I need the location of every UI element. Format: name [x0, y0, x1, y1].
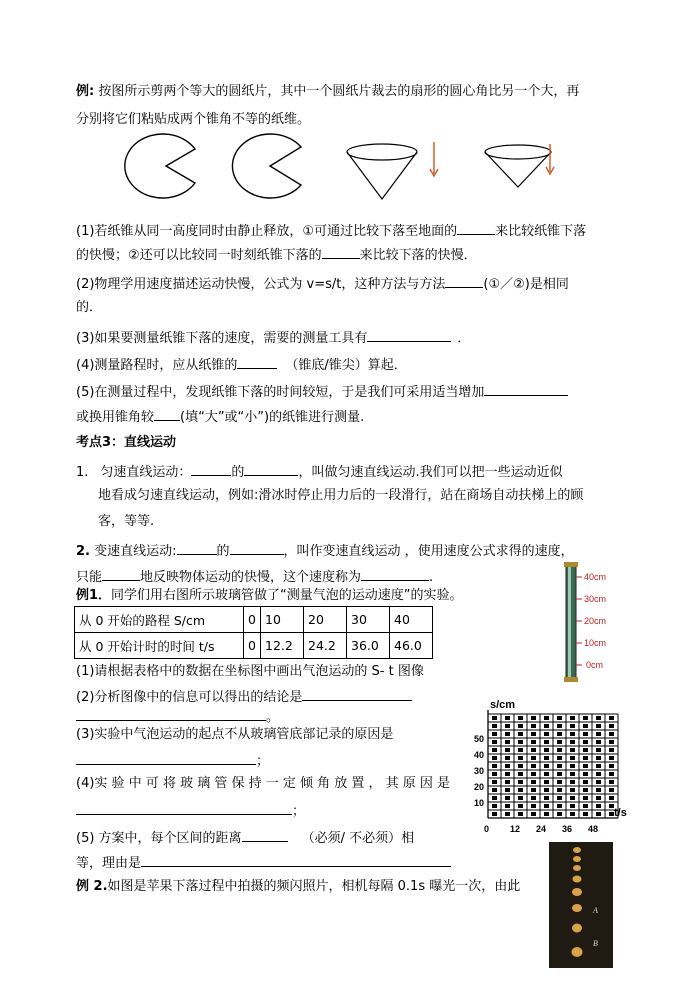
y-tick-20: 20 — [474, 782, 485, 792]
grid-dot — [531, 724, 536, 728]
grid-dot — [557, 716, 562, 720]
grid-dot — [518, 756, 523, 760]
grid-dot — [596, 740, 601, 744]
grid-dot — [583, 740, 588, 744]
tube-mark-0: 0cm — [586, 660, 604, 670]
example-line-2: 分别将它们粘贴成两个锥角不等的纸维。 — [76, 112, 311, 127]
grid-dot — [518, 724, 523, 728]
grid-dot — [570, 716, 575, 720]
paper-cone-figure — [100, 132, 570, 214]
grid-dot — [609, 740, 614, 744]
grid-dot — [609, 796, 614, 800]
grid-dot — [531, 716, 536, 720]
grid-dot — [557, 804, 562, 808]
ex1-p5-cont: 等，理由是 — [76, 853, 451, 872]
grid-dot — [596, 788, 601, 792]
y-tick-40: 40 — [474, 750, 485, 760]
q2-line-2: 的． — [76, 300, 103, 315]
grid-dot — [596, 796, 601, 800]
example-line-1: 例: 按图所示剪两个等大的圆纸片，其中一个圆纸片裁去的扇形的圆心角比另一个大，再 — [76, 84, 580, 99]
ex1-p3: (3)实验中气泡运动的起点不从玻璃管底部记录的原因是 — [76, 727, 394, 742]
apple-strobe-photo — [549, 842, 613, 968]
grid-dot — [596, 716, 601, 720]
ex1-p4-blank[interactable] — [76, 801, 292, 815]
x-tick-24: 24 — [536, 824, 547, 834]
grid-dot — [531, 772, 536, 776]
ex1-p2-cont: 。 — [76, 707, 279, 726]
grid-dot — [570, 748, 575, 752]
bubble-data-table — [74, 606, 433, 659]
grid-dot — [596, 772, 601, 776]
grid-dot — [492, 804, 497, 808]
grid-dot — [505, 724, 510, 728]
grid-dot — [596, 780, 601, 784]
ex2-line: 例 2.如图是苹果下落过程中拍摄的频闪照片，相机每隔 0.1s 曝光一次，由此 — [76, 879, 521, 894]
grid-dot — [596, 764, 601, 768]
grid-dot — [544, 788, 549, 792]
grid-dot — [531, 788, 536, 792]
grid-dot — [596, 804, 601, 808]
grid-dot — [518, 764, 523, 768]
grid-dot — [596, 756, 601, 760]
cut-circle-small-sector — [125, 134, 195, 198]
item1-line-3: 客，等等. — [98, 514, 155, 529]
grid-dot — [557, 780, 562, 784]
grid-dot — [570, 756, 575, 760]
item2-blank-2[interactable] — [230, 541, 284, 555]
grid-dot — [544, 764, 549, 768]
table-row: 从 0 开始计时的时间 t/s 0 12.2 24.2 36.0 46.0 — [75, 633, 433, 659]
grid-dot — [518, 780, 523, 784]
tube-mark-10: 10cm — [584, 638, 607, 648]
grid-dot — [492, 716, 497, 720]
cut-circle-large-sector — [232, 134, 301, 198]
grid-dot — [583, 788, 588, 792]
x-tick-36: 36 — [562, 824, 573, 834]
grid-dot — [518, 812, 523, 816]
grid-dot — [583, 812, 588, 816]
grid-dot — [583, 796, 588, 800]
graph-grid — [488, 714, 618, 818]
ex1-p2: (2)分析图像中的信息可以得出的结论是 — [76, 687, 412, 706]
ex1-p5-blank-1[interactable] — [242, 828, 288, 842]
grid-dot — [544, 780, 549, 784]
grid-dot — [570, 764, 575, 768]
grid-dot — [531, 796, 536, 800]
grid-dot — [518, 772, 523, 776]
section-3-title: 考点3：直线运动 — [76, 435, 177, 450]
grid-dot — [544, 804, 549, 808]
y-tick-10: 10 — [474, 798, 485, 808]
tube-mark-30: 30cm — [584, 594, 607, 604]
item1-blank-2[interactable] — [244, 462, 298, 476]
cone-1-rim — [347, 144, 417, 160]
grid-dot — [557, 740, 562, 744]
tube-cap-top — [564, 562, 578, 567]
ex1-p5-blank-2[interactable] — [141, 853, 451, 867]
grid-dot — [505, 772, 510, 776]
grid-dot — [570, 788, 575, 792]
ex1-p3-cont: ； — [76, 751, 269, 770]
table-row: 从 0 开始的路程 S/cm 0 10 20 30 40 — [75, 607, 433, 633]
grid-dot — [531, 748, 536, 752]
cone-1-body — [347, 152, 417, 199]
grid-dot — [583, 772, 588, 776]
grid-dot — [531, 780, 536, 784]
graph-x-label: t/s — [614, 807, 627, 819]
grid-dot — [596, 748, 601, 752]
item2-blank-3[interactable] — [102, 567, 140, 581]
grid-dot — [557, 812, 562, 816]
item1-line-1: 1. 匀速直线运动： 的 ，叫做匀速直线运动.我们可以把一些运动近似 — [76, 462, 563, 481]
grid-dot — [518, 748, 523, 752]
item2-blank-1[interactable] — [177, 541, 217, 555]
q5-line-2: 或换用锥角较 (填“大”或“小”)的纸锥进行测量. — [76, 407, 364, 426]
grid-dot — [570, 732, 575, 736]
grid-dot — [609, 764, 614, 768]
q5-blank-1[interactable] — [484, 382, 568, 396]
x-tick-48: 48 — [588, 824, 599, 834]
item1-line-2: 地看成匀速直线运动，例如:滑冰时停止用力后的一段滑行，站在商场自动扶梯上的顾 — [98, 488, 584, 503]
grid-dot — [583, 756, 588, 760]
grid-dot — [609, 732, 614, 736]
q1-line-1: (1)若纸锥从同一高度同时由静止释放，①可通过比较下落至地面的 来比较纸锥下落 — [76, 221, 586, 240]
grid-dot — [544, 724, 549, 728]
grid-dot — [505, 804, 510, 808]
x-tick-12: 12 — [510, 824, 521, 834]
grid-dot — [609, 716, 614, 720]
grid-dot — [544, 748, 549, 752]
grid-dot — [492, 772, 497, 776]
cone-2-rim — [485, 145, 551, 159]
grid-dot — [544, 716, 549, 720]
grid-dot — [609, 748, 614, 752]
ex1-p2-blank-a[interactable] — [302, 687, 412, 701]
q3-blank[interactable] — [367, 328, 451, 342]
grid-dot — [518, 716, 523, 720]
y-tick-50: 50 — [474, 734, 485, 744]
item2-blank-4[interactable] — [361, 567, 429, 581]
grid-dot — [505, 764, 510, 768]
grid-dot — [505, 740, 510, 744]
grid-dot — [492, 732, 497, 736]
q1-blank-1[interactable] — [457, 221, 495, 235]
grid-dot — [492, 780, 497, 784]
grid-dot — [609, 756, 614, 760]
photo-label-b: B — [593, 939, 598, 948]
ex1-p1: (1)请根据表格中的数据在坐标图中画出气泡运动的 S- t 图像 — [76, 664, 424, 679]
grid-dot — [557, 732, 562, 736]
y-tick-30: 30 — [474, 766, 485, 776]
grid-dot — [505, 748, 510, 752]
grid-dot — [518, 788, 523, 792]
grid-dot — [492, 740, 497, 744]
grid-dot — [557, 748, 562, 752]
photo-label-a: A — [593, 906, 598, 915]
q1-blank-2[interactable] — [322, 245, 360, 259]
st-graph — [466, 696, 636, 838]
grid-dot — [492, 764, 497, 768]
grid-dot — [609, 772, 614, 776]
grid-dot — [570, 780, 575, 784]
ex1-p4: (4)实 验 中 可 将 玻 璃 管 保 持 一 定 倾 角 放 置 ， 其 原 因 是 — [76, 776, 451, 791]
ex1-p3-blank[interactable] — [76, 751, 256, 765]
q4-blank[interactable] — [237, 355, 277, 369]
grid-dot — [609, 724, 614, 728]
grid-dot — [583, 732, 588, 736]
tube-mark-20: 20cm — [584, 616, 607, 626]
grid-dot — [570, 804, 575, 808]
grid-dot — [505, 780, 510, 784]
grid-dot — [492, 748, 497, 752]
grid-dot — [570, 796, 575, 800]
grid-dot — [557, 796, 562, 800]
grid-dot — [544, 796, 549, 800]
q2-line-1: (2)物理学用速度描述运动快慢，公式为 v=s/t，这种方法与方法 (①／②)是相同 — [76, 274, 569, 293]
grid-dot — [557, 764, 562, 768]
grid-dot — [596, 732, 601, 736]
grid-dot — [570, 724, 575, 728]
grid-dot — [518, 732, 523, 736]
q3-line: (3)如果要测量纸锥下落的速度，需要的测量工具有 ． — [76, 328, 470, 347]
grid-dot — [609, 788, 614, 792]
grid-dot — [544, 812, 549, 816]
grid-dot — [518, 740, 523, 744]
grid-dot — [531, 756, 536, 760]
grid-dot — [570, 772, 575, 776]
item2-line-1: 2. 变速直线运动: 的 ，叫作变速直线运动 ，使用速度公式求得的速度， — [76, 541, 574, 560]
q1-line-2: 的快慢；②还可以比较同一时刻纸锥下落的 来比较下落的快慢． — [76, 245, 477, 264]
grid-dot — [557, 788, 562, 792]
ex1-title: 例1．同学们用右图所示玻璃管做了“测量气泡的运动速度”的实验。 — [76, 588, 463, 603]
grid-dot — [557, 724, 562, 728]
grid-dot — [492, 724, 497, 728]
grid-dot — [492, 796, 497, 800]
grid-dot — [505, 716, 510, 720]
tube-cap-bottom — [564, 677, 578, 682]
grid-dot — [557, 772, 562, 776]
graph-y-label: s/cm — [490, 699, 516, 711]
grid-dot — [570, 812, 575, 816]
grid-dot — [583, 716, 588, 720]
q5-line-1: (5)在测量过程中，发现纸锥下落的时间较短，于是我们可采用适当增加 — [76, 382, 568, 401]
item2-line-2: 只能 地反映物体运动的快慢，这个速度称为 . — [76, 567, 433, 586]
example-label: 例: — [76, 84, 95, 99]
grid-dot — [492, 812, 497, 816]
grid-dot — [531, 764, 536, 768]
grid-dot — [505, 732, 510, 736]
item1-blank-1[interactable] — [191, 462, 231, 476]
glass-tube-figure — [556, 560, 626, 686]
grid-dot — [583, 724, 588, 728]
grid-dot — [544, 740, 549, 744]
grid-dot — [544, 732, 549, 736]
x-tick-0: 0 — [484, 824, 490, 834]
grid-dot — [583, 764, 588, 768]
q5-blank-2[interactable] — [154, 407, 180, 421]
grid-dot — [531, 812, 536, 816]
ex1-p4-cont: ； — [76, 801, 305, 820]
grid-dot — [518, 804, 523, 808]
tube-mark-40: 40cm — [584, 572, 607, 582]
grid-dot — [518, 796, 523, 800]
grid-dot — [583, 748, 588, 752]
grid-dot — [544, 772, 549, 776]
grid-dot — [505, 756, 510, 760]
grid-dot — [531, 740, 536, 744]
grid-dot — [544, 756, 549, 760]
grid-dot — [583, 780, 588, 784]
grid-dot — [596, 724, 601, 728]
grid-dot — [505, 788, 510, 792]
q4-line: (4)测量路程时，应从纸锥的 （锥底/锥尖）算起． — [76, 355, 407, 374]
grid-dot — [583, 804, 588, 808]
ex1-p5: (5) 方案中，每个区间的距离 （必须/ 不必须）相 — [76, 828, 414, 847]
q2-blank[interactable] — [445, 274, 483, 288]
grid-dot — [609, 780, 614, 784]
grid-dot — [505, 796, 510, 800]
grid-dot — [505, 812, 510, 816]
grid-dot — [531, 732, 536, 736]
grid-dot — [492, 756, 497, 760]
grid-dot — [531, 804, 536, 808]
grid-dot — [492, 788, 497, 792]
ex1-p2-blank-b[interactable] — [76, 707, 266, 721]
grid-dot — [570, 740, 575, 744]
grid-dot — [557, 756, 562, 760]
grid-dot — [596, 812, 601, 816]
